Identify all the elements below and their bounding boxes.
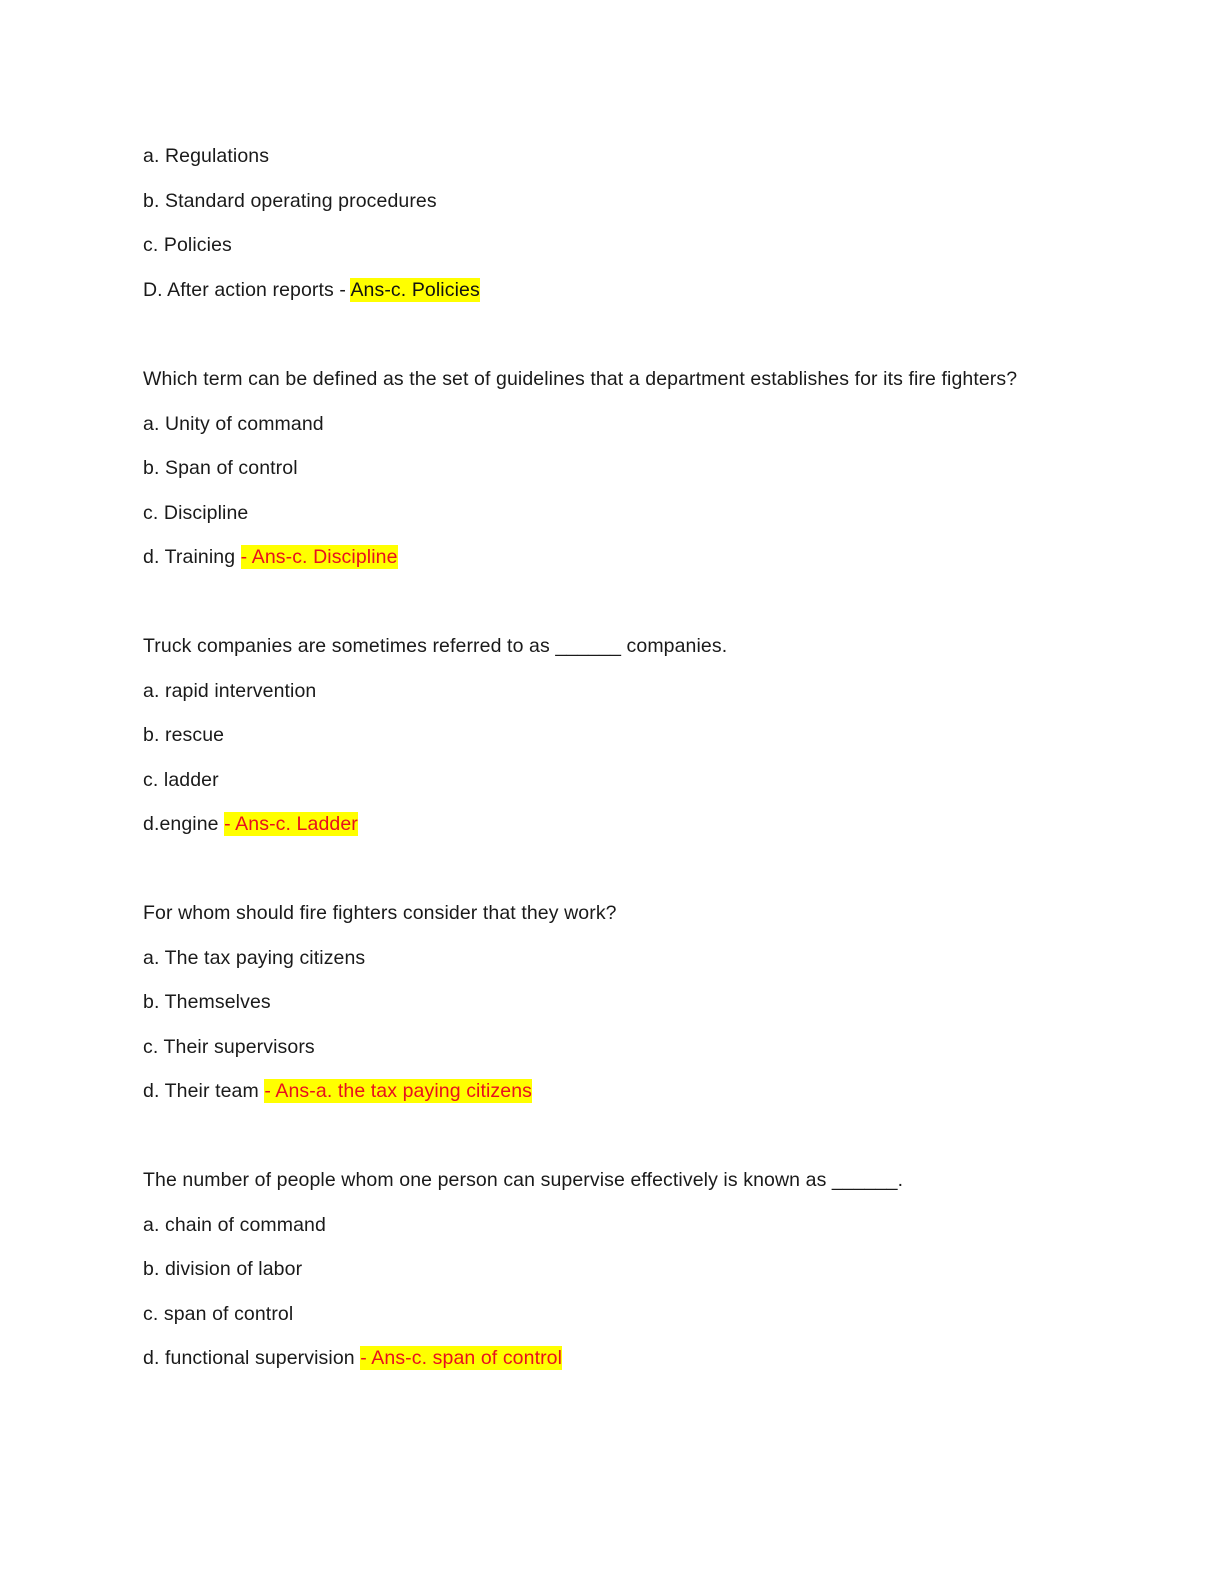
option-d-line	[143, 1078, 532, 1104]
option-d: D. After action reports -	[143, 279, 351, 301]
option-a: a. The tax paying citizens	[143, 947, 366, 969]
option-d: d.engine	[143, 813, 225, 835]
option-a: a. Regulations	[143, 145, 270, 167]
question-text: Truck companies are sometimes referred to as ______ companies.	[143, 635, 728, 657]
option-b: b. Standard operating procedures	[143, 190, 437, 212]
option-d-line	[143, 544, 398, 570]
option-d: d. Training	[143, 546, 241, 568]
option-a: a. chain of command	[143, 1214, 326, 1236]
option-d: d. Their team	[143, 1080, 265, 1102]
answer-highlight: - Ans-c. Ladder	[224, 813, 358, 835]
question-text: For whom should fire fighters consider that they work?	[143, 902, 617, 924]
option-a: a. Unity of command	[143, 413, 324, 435]
option-c: c. ladder	[143, 769, 219, 791]
option-b: b. division of labor	[143, 1258, 303, 1280]
option-d-line	[143, 811, 358, 837]
option-a: a. rapid intervention	[143, 680, 317, 702]
option-b: b. rescue	[143, 724, 225, 746]
option-c: c. Policies	[143, 234, 232, 256]
option-c: c. Their supervisors	[143, 1036, 315, 1058]
option-b: b. Span of control	[143, 457, 298, 479]
option-d: d. functional supervision	[143, 1347, 361, 1369]
question-text: The number of people whom one person can supervise effectively is known as ______.	[143, 1169, 904, 1191]
answer-highlight: - Ans-c. span of control	[360, 1347, 563, 1369]
option-c: c. span of control	[143, 1303, 294, 1325]
option-c: c. Discipline	[143, 502, 249, 524]
answer-highlight: - Ans-c. Discipline	[240, 546, 398, 568]
question-text: Which term can be defined as the set of guidelines that a department establishes for its fire fighters?	[143, 368, 1018, 390]
answer-highlight: - Ans-a. the tax paying citizens	[264, 1080, 533, 1102]
option-d-line	[143, 277, 480, 303]
answer-highlight: Ans-c. Policies	[350, 279, 480, 301]
option-b: b. Themselves	[143, 991, 271, 1013]
option-d-line	[143, 1345, 562, 1371]
